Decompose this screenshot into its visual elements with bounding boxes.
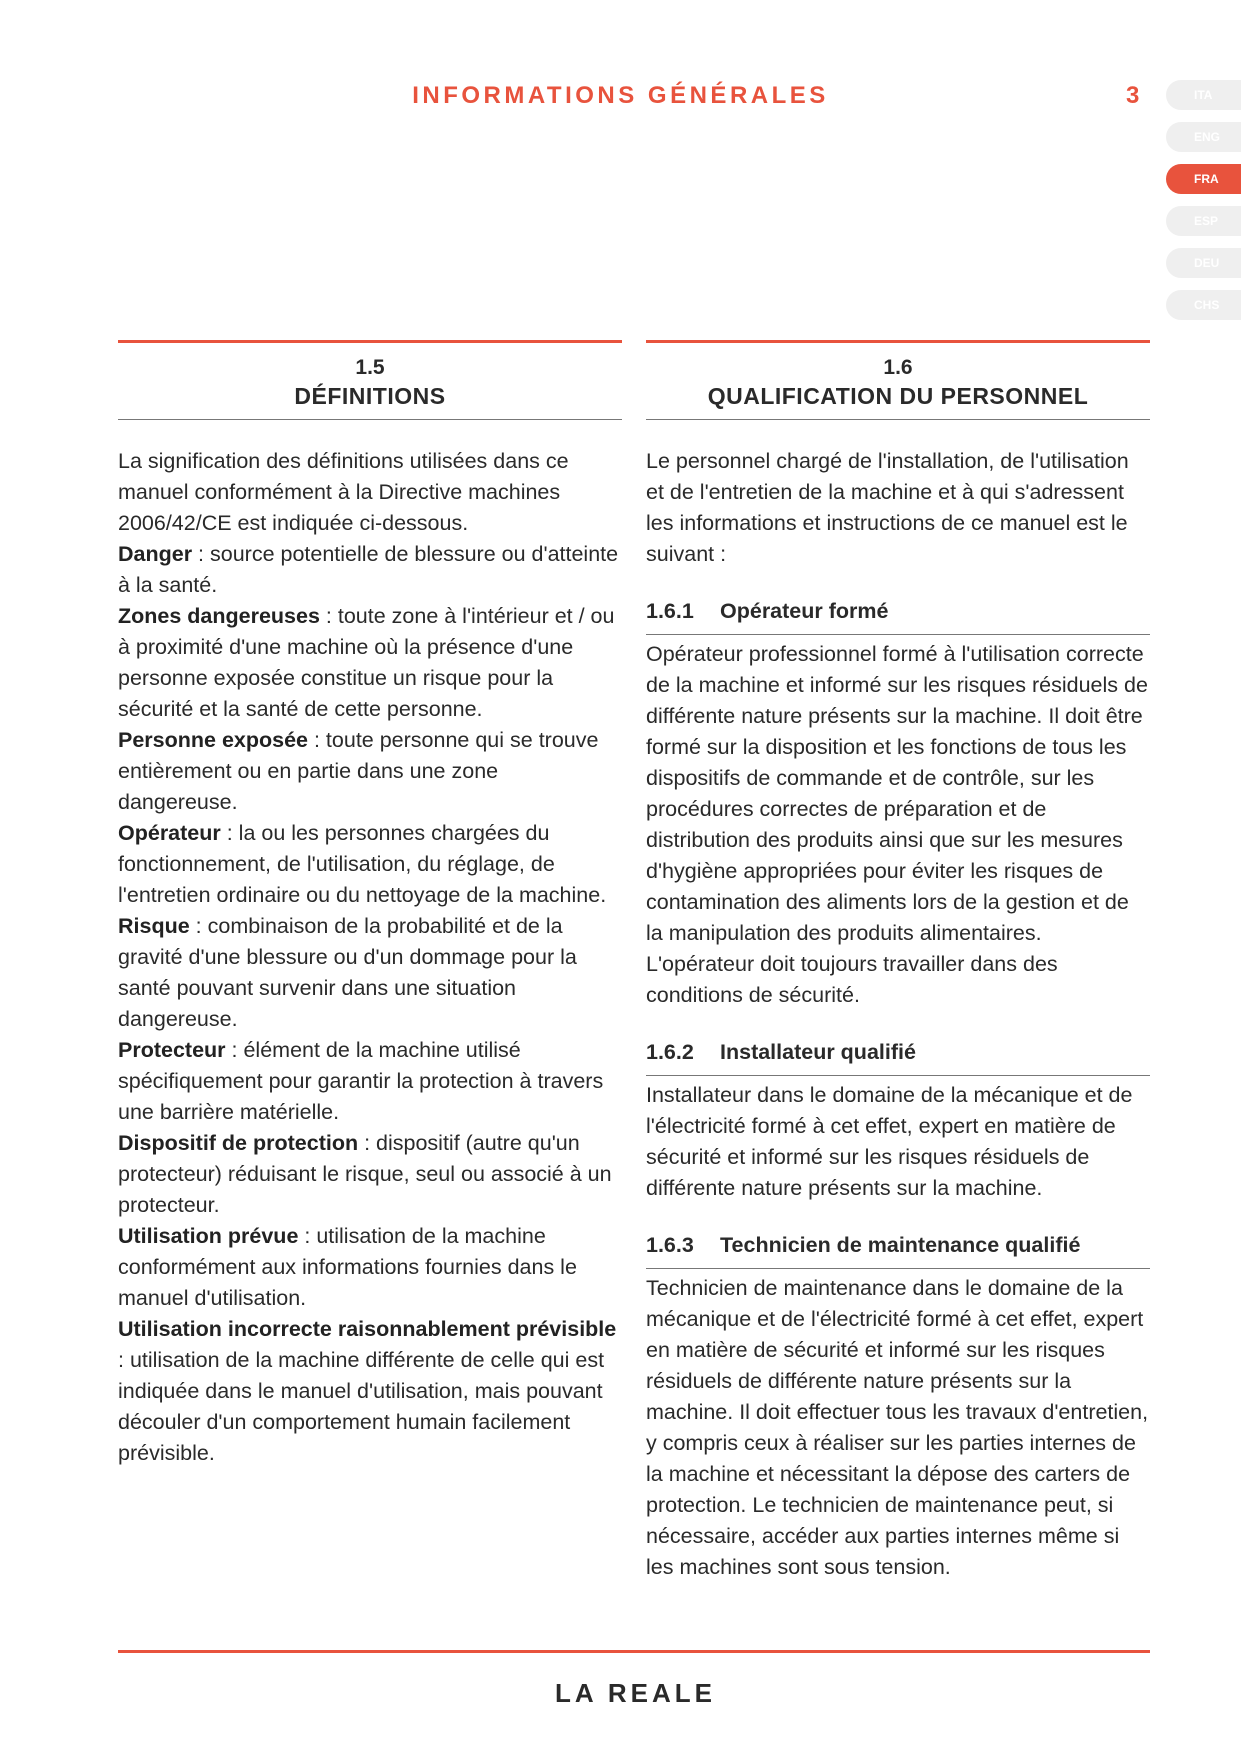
definition-term: Utilisation incorrecte raisonnablement prévisible (118, 1317, 617, 1341)
definition-term: Protecteur (118, 1038, 226, 1062)
subsection-title: Technicien de maintenance qualifié (720, 1233, 1081, 1257)
lang-tab-eng[interactable]: ENG (1166, 122, 1241, 152)
definition-text: : toute zone à l'intérieur et / ou à proximité d'une machine où la présence d'une personne exposée constitue un risque pour la sécurité et la santé de cette personne. (118, 604, 615, 721)
lang-tab-chs[interactable]: CHS (1166, 290, 1241, 320)
subsection-title: Opérateur formé (720, 599, 889, 623)
page-number: 3 (1126, 82, 1140, 109)
definition-term: Danger (118, 542, 193, 566)
subsection-qualified-installer (646, 1037, 1150, 1204)
subsection-title: Installateur qualifié (720, 1040, 916, 1064)
definition-item (118, 1128, 622, 1221)
section-heading-personnel (646, 340, 1150, 420)
section-heading-definitions (118, 340, 622, 420)
definition-text: : source potentielle de blessure ou d'atteinte à la santé. (118, 542, 619, 597)
definition-term: Zones dangereuses (118, 604, 320, 628)
definition-term: Personne exposée (118, 728, 309, 752)
subsection-number: 1.6.3 (646, 1233, 694, 1257)
section-number: 1.5 (355, 356, 385, 379)
subsection-heading (646, 596, 1150, 635)
subsection-number: 1.6.2 (646, 1040, 694, 1064)
definition-text: : utilisation de la machine différente de celle qui est indiquée dans le manuel d'utilisation, mais pouvant découler d'un comportement humain facilement prévisible. (118, 1348, 605, 1465)
subsection-text: Technicien de maintenance dans le domaine de la mécanique et de l'électricité formé à cet effet, expert en matière de sécurité et informé sur les risques résiduels de différente nature présents sur la machine. Il doit effectuer tous les travaux d'entretien, y compris ceux à réaliser sur les parties internes de la machine et nécessitant la dépose des carters de protection. Le technicien de maintenance peut, si nécessaire, accéder aux parties internes même si les machines sont sous tension. (646, 1276, 1149, 1579)
personnel-body (646, 446, 1150, 1583)
personnel-intro: Le personnel chargé de l'installation, de l'utilisation et de l'entretien de la machine et à qui s'adressent les informations et instructions de ce manuel est le suivant : (646, 449, 1129, 566)
personnel-column (646, 340, 1150, 1583)
definition-item (118, 818, 622, 911)
definitions-column (118, 340, 622, 1469)
section-number: 1.6 (883, 356, 913, 379)
section-title: DÉFINITIONS (294, 383, 446, 409)
definition-item (118, 1221, 622, 1314)
subsection-heading (646, 1037, 1150, 1076)
definition-text: : dispositif (autre qu'un protecteur) réduisant le risque, seul ou associé à un protecteur. (118, 1131, 612, 1217)
definition-item (118, 601, 622, 725)
definitions-intro: La signification des définitions utilisées dans ce manuel conformément à la Directive machines 2006/42/CE est indiquée ci-dessous. (118, 449, 569, 535)
definition-term: Risque (118, 914, 190, 938)
definition-term: Utilisation prévue (118, 1224, 299, 1248)
definition-item (118, 1035, 622, 1128)
subsection-maintenance-technician (646, 1230, 1150, 1583)
lang-tab-fra[interactable]: FRA (1166, 164, 1241, 194)
subsection-number: 1.6.1 (646, 599, 694, 623)
footer-divider (118, 1650, 1150, 1653)
definition-text: : élément de la machine utilisé spécifiquement pour garantir la protection à travers une barrière matérielle. (118, 1038, 604, 1124)
definition-item (118, 911, 622, 1035)
definition-text: : utilisation de la machine conformément aux informations fournies dans le manuel d'utilisation. (118, 1224, 577, 1310)
footer-brand-logo: LA REALE (554, 1678, 717, 1708)
definition-term: Opérateur (118, 821, 221, 845)
subsection-text: Installateur dans le domaine de la mécanique et de l'électricité formé à cet effet, expert en matière de sécurité et informé sur les risques résiduels de différente nature présents sur la machine. (646, 1083, 1133, 1200)
subsection-trained-operator (646, 596, 1150, 1011)
definition-text: : toute personne qui se trouve entièrement ou en partie dans une zone dangereuse. (118, 728, 599, 814)
definition-text: : la ou les personnes chargées du fonctionnement, de l'utilisation, du réglage, de l'entretien ordinaire ou du nettoyage de la machine. (118, 821, 607, 907)
definition-item (118, 1314, 622, 1469)
subsection-text: Opérateur professionnel formé à l'utilisation correcte de la machine et informé sur les risques résiduels de différente nature présents sur la machine. Il doit être formé sur la disposition et les fonctions de tous les dispositifs de commande et de contrôle, sur les procédures correctes de préparation et de distribution des produits ainsi que sur les mesures d'hygiène appropriées pour éviter les risques de contamination des aliments lors de la gestion et de la manipulation des produits alimentaires. L'opérateur doit toujours travailler dans des conditions de sécurité. (646, 642, 1148, 1007)
definition-item (118, 539, 622, 601)
lang-tab-ita[interactable]: ITA (1166, 80, 1241, 110)
subsection-heading (646, 1230, 1150, 1269)
definition-term: Dispositif de protection (118, 1131, 359, 1155)
definition-text: : combinaison de la probabilité et de la gravité d'une blessure ou d'un dommage pour la santé pouvant survenir dans une situation dangereuse. (118, 914, 577, 1031)
lang-tab-esp[interactable]: ESP (1166, 206, 1241, 236)
definitions-body (118, 446, 622, 1469)
lang-tab-deu[interactable]: DEU (1166, 248, 1241, 278)
section-title: QUALIFICATION DU PERSONNEL (707, 383, 1089, 409)
language-tabs (1166, 80, 1241, 332)
definition-item (118, 725, 622, 818)
page-header-title: INFORMATIONS GÉNÉRALES (412, 82, 829, 109)
